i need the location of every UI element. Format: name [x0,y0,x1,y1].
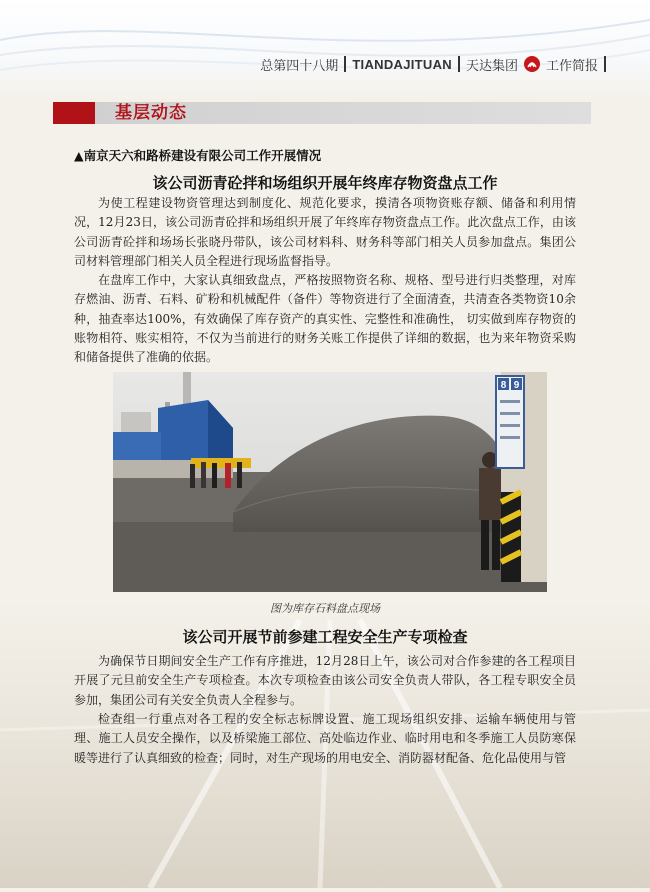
section-accent-block [53,102,95,124]
issue-number: 总第四十八期 [260,58,339,74]
company-subheading: ▲南京天六和路桥建设有限公司工作开展情况 [74,148,322,163]
article-1-title: 该公司沥青砼拌和场组织开展年终库存物资盘点工作 [152,174,498,192]
article-1-paragraph-1: 为使工程建设物资管理达到制度化、规范化要求，摸清各项物资账存额、储备和利用情况，12月23日，该公司沥青砼拌和场组织开展了年终库存物资盘点工作。此次盘点工作，由该公司沥青砼拌和场场长张晓丹带队，该公司材料科、财务科等部门相关人员参加盘点。集团公司材料管理部门相关人员全程进行现场监督指导。 [74,196,576,268]
brand-english: TIANDAJITUAN [352,56,452,72]
stockpile-signpost [496,372,547,582]
company-logo-icon [524,56,540,72]
article-2-paragraph-1: 为确保节日期间安全生产工作有序推进，12月28日上午，该公司对合作参建的各工程项目开展了元旦前安全生产专项检查。本次专项检查由该公司安全负责人带队，各工程专职安全员参加，集团公司有关安全负责人全程参与。 [74,654,576,707]
section-header-bar [53,102,591,124]
article-2-title: 该公司开展节前参建工程安全生产专项检查 [182,628,468,646]
photo-caption: 图为库存石料盘点现场 [270,602,380,615]
sign-number-right: 9 [513,380,520,391]
article-2-paragraph-2: 检查组一行重点对各工程的安全标志标牌设置、施工现场组织安排、运输车辆使用与管理、施工人员安全操作，以及桥梁施工部位、高处临边作业、临时用电和冬季施工人员防寒保暖等进行了认真细致的检查；同时，对生产现场的用电安全、消防器材配备、危化品使用与管 [74,712,576,765]
header-wave-decoration [0,0,650,100]
header-divider [344,56,346,72]
stockpile-inventory-photo [113,372,547,592]
newsletter-header [260,54,606,74]
header-divider [458,56,460,72]
header-divider [604,56,606,72]
newsletter-name: 工作简报 [545,58,598,74]
sign-number-left: 8 [500,380,507,391]
brand-chinese: 天达集团 [465,58,518,74]
article-1-paragraph-2: 在盘库工作中，大家认真细致盘点，严格按照物资名称、规格、型号进行归类整理，对库存燃油、沥青、石料、矿粉和机械配件（备件）等物资进行了全面清查，共清查各类物资10余种，抽查率达100%，有效确保了库存资产的真实性、完整性和准确性， 切实做到库存物资的账物相符、账实相符，不仅为当前进行的财务关账工作提供了详细的数据，也为来年物资采购和储备提供了准确的依据。 [74,273,576,365]
section-title: 基层动态 [115,103,187,123]
